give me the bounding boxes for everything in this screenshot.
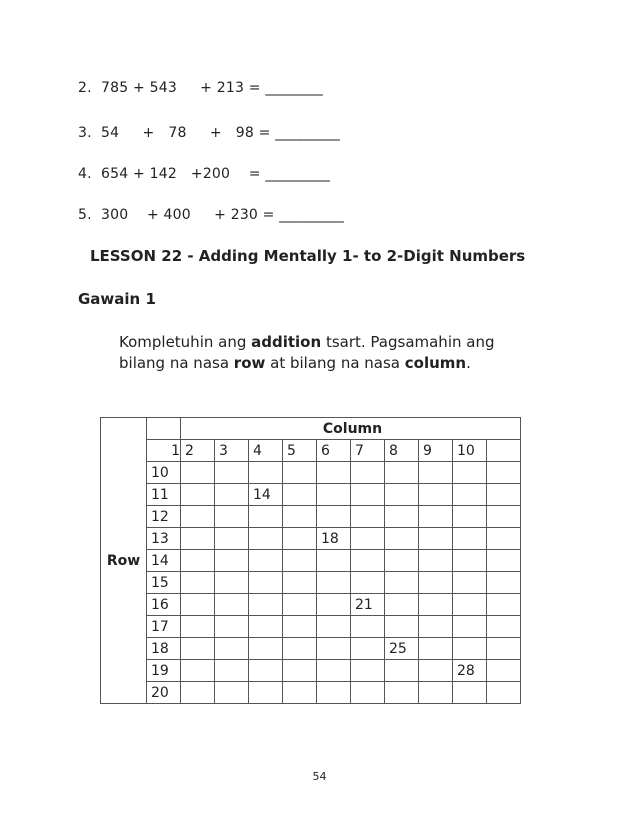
column-header: 9 [419, 440, 453, 462]
answer-cell[interactable] [249, 638, 283, 660]
answer-cell[interactable] [487, 550, 521, 572]
column-axis-label: Column [181, 418, 521, 440]
page-number: 54 [312, 770, 327, 783]
activity-heading: Gawain 1 [78, 290, 156, 308]
answer-cell[interactable] [487, 462, 521, 484]
table-row [101, 594, 521, 616]
answer-cell[interactable] [317, 660, 351, 682]
corner-cell [147, 418, 181, 440]
table-row [101, 572, 521, 594]
answer-cell[interactable]: 25 [385, 638, 419, 660]
table-row [101, 660, 521, 682]
answer-cell[interactable] [385, 594, 419, 616]
column-header: 2 [181, 440, 215, 462]
answer-cell[interactable]: 18 [317, 528, 351, 550]
answer-cell[interactable] [215, 572, 249, 594]
answer-cell[interactable] [181, 616, 215, 638]
table-row [101, 528, 521, 550]
row-header: 15 [147, 572, 181, 594]
answer-cell[interactable] [249, 550, 283, 572]
row-axis-label: Row [101, 418, 147, 704]
answer-cell[interactable] [317, 682, 351, 704]
answer-cell[interactable] [351, 528, 385, 550]
problem-3: 3. 54 + 78 + 98 = _________ [78, 125, 340, 141]
answer-cell[interactable] [487, 572, 521, 594]
answer-cell[interactable] [181, 506, 215, 528]
answer-cell[interactable] [283, 660, 317, 682]
answer-cell[interactable] [385, 484, 419, 506]
answer-cell[interactable] [215, 506, 249, 528]
answer-cell[interactable] [215, 550, 249, 572]
answer-cell[interactable] [249, 462, 283, 484]
column-header: 3 [215, 440, 249, 462]
answer-cell[interactable] [181, 594, 215, 616]
answer-cell[interactable] [181, 682, 215, 704]
answer-cell[interactable] [487, 484, 521, 506]
answer-cell[interactable] [351, 462, 385, 484]
answer-cell[interactable] [317, 616, 351, 638]
answer-cell[interactable] [419, 616, 453, 638]
answer-cell[interactable] [283, 594, 317, 616]
answer-cell[interactable] [249, 616, 283, 638]
answer-cell[interactable] [181, 484, 215, 506]
answer-cell[interactable] [215, 660, 249, 682]
answer-cell[interactable] [181, 638, 215, 660]
answer-cell[interactable] [487, 506, 521, 528]
instruction-text: Kompletuhin ang addition tsart. Pagsamahin ang bilang na nasa row at bilang na nasa column. [119, 333, 495, 372]
answer-cell[interactable] [181, 550, 215, 572]
answer-cell[interactable] [215, 682, 249, 704]
table-row [101, 484, 521, 506]
answer-cell[interactable] [317, 572, 351, 594]
answer-cell[interactable] [453, 528, 487, 550]
answer-cell[interactable] [487, 528, 521, 550]
answer-cell[interactable] [283, 528, 317, 550]
row-header: 18 [147, 638, 181, 660]
answer-cell[interactable] [419, 550, 453, 572]
answer-cell[interactable] [419, 682, 453, 704]
answer-cell[interactable] [317, 550, 351, 572]
problem-5: 5. 300 + 400 + 230 = _________ [78, 207, 345, 223]
answer-cell[interactable] [283, 572, 317, 594]
answer-cell[interactable] [419, 506, 453, 528]
answer-cell[interactable] [351, 638, 385, 660]
answer-cell[interactable] [453, 572, 487, 594]
answer-cell[interactable] [351, 506, 385, 528]
table-row [101, 616, 521, 638]
answer-cell[interactable] [283, 616, 317, 638]
answer-cell[interactable] [385, 682, 419, 704]
answer-cell[interactable] [453, 616, 487, 638]
answer-cell[interactable] [453, 506, 487, 528]
answer-cell[interactable] [181, 660, 215, 682]
answer-cell[interactable] [181, 528, 215, 550]
answer-cell[interactable] [385, 462, 419, 484]
answer-cell[interactable] [351, 572, 385, 594]
answer-cell[interactable] [283, 462, 317, 484]
answer-cell[interactable] [249, 528, 283, 550]
answer-cell[interactable] [181, 572, 215, 594]
answer-cell[interactable] [317, 594, 351, 616]
problem-2: 2. 785 + 543 + 213 = ________ [78, 80, 323, 96]
row-header: 16 [147, 594, 181, 616]
answer-cell[interactable] [453, 638, 487, 660]
row-header: 14 [147, 550, 181, 572]
answer-cell[interactable] [317, 638, 351, 660]
answer-cell[interactable] [419, 660, 453, 682]
answer-cell[interactable] [181, 462, 215, 484]
column-header: 10 [453, 440, 487, 462]
answer-cell[interactable] [419, 638, 453, 660]
answer-cell[interactable] [283, 638, 317, 660]
answer-cell[interactable] [385, 660, 419, 682]
answer-cell[interactable]: 14 [249, 484, 283, 506]
row-header: 11 [147, 484, 181, 506]
answer-cell[interactable] [453, 682, 487, 704]
answer-cell[interactable] [249, 572, 283, 594]
answer-cell[interactable] [215, 594, 249, 616]
answer-cell[interactable] [385, 550, 419, 572]
table-row [101, 682, 521, 704]
answer-cell[interactable]: 28 [453, 660, 487, 682]
blank-cell [487, 440, 521, 462]
answer-cell[interactable]: 21 [351, 594, 385, 616]
answer-cell[interactable] [317, 506, 351, 528]
answer-cell[interactable] [419, 528, 453, 550]
answer-cell[interactable] [487, 660, 521, 682]
answer-cell[interactable] [487, 638, 521, 660]
answer-cell[interactable] [385, 506, 419, 528]
lesson-title: LESSON 22 - Adding Mentally 1- to 2-Digit Numbers [90, 247, 526, 265]
answer-cell[interactable] [249, 660, 283, 682]
answer-cell[interactable] [419, 462, 453, 484]
answer-cell[interactable] [419, 484, 453, 506]
answer-cell[interactable] [453, 484, 487, 506]
answer-cell[interactable] [419, 594, 453, 616]
answer-cell[interactable] [453, 462, 487, 484]
answer-cell[interactable] [215, 462, 249, 484]
table-row [101, 506, 521, 528]
answer-cell[interactable] [215, 616, 249, 638]
answer-cell[interactable] [249, 594, 283, 616]
column-header: 4 [249, 440, 283, 462]
column-header: 5 [283, 440, 317, 462]
answer-cell[interactable] [453, 550, 487, 572]
answer-cell[interactable] [487, 682, 521, 704]
answer-cell[interactable] [351, 616, 385, 638]
answer-cell[interactable] [215, 528, 249, 550]
answer-cell[interactable] [487, 594, 521, 616]
answer-cell[interactable] [453, 594, 487, 616]
answer-cell[interactable] [487, 616, 521, 638]
addition-chart [100, 417, 521, 704]
answer-cell[interactable] [385, 572, 419, 594]
answer-cell[interactable] [351, 484, 385, 506]
table-row [101, 550, 521, 572]
answer-cell[interactable] [385, 616, 419, 638]
answer-cell[interactable] [283, 682, 317, 704]
row-header: 17 [147, 616, 181, 638]
answer-cell[interactable] [215, 638, 249, 660]
answer-cell[interactable] [351, 682, 385, 704]
row-header: 13 [147, 528, 181, 550]
answer-cell[interactable] [283, 550, 317, 572]
row-header: 12 [147, 506, 181, 528]
answer-cell[interactable] [351, 550, 385, 572]
answer-cell[interactable] [351, 660, 385, 682]
column-header: 6 [317, 440, 351, 462]
column-header: 7 [351, 440, 385, 462]
answer-cell[interactable] [249, 506, 283, 528]
answer-cell[interactable] [283, 506, 317, 528]
answer-cell[interactable] [317, 484, 351, 506]
answer-cell[interactable] [215, 484, 249, 506]
row-header: 10 [147, 462, 181, 484]
column-header: 1 [147, 440, 181, 462]
answer-cell[interactable] [249, 682, 283, 704]
column-header: 8 [385, 440, 419, 462]
row-header: 19 [147, 660, 181, 682]
answer-cell[interactable] [385, 528, 419, 550]
table-row [101, 462, 521, 484]
problem-4: 4. 654 + 142 +200 = _________ [78, 166, 331, 182]
row-header: 20 [147, 682, 181, 704]
answer-cell[interactable] [317, 462, 351, 484]
answer-cell[interactable] [283, 484, 317, 506]
answer-cell[interactable] [419, 572, 453, 594]
table-row [101, 638, 521, 660]
